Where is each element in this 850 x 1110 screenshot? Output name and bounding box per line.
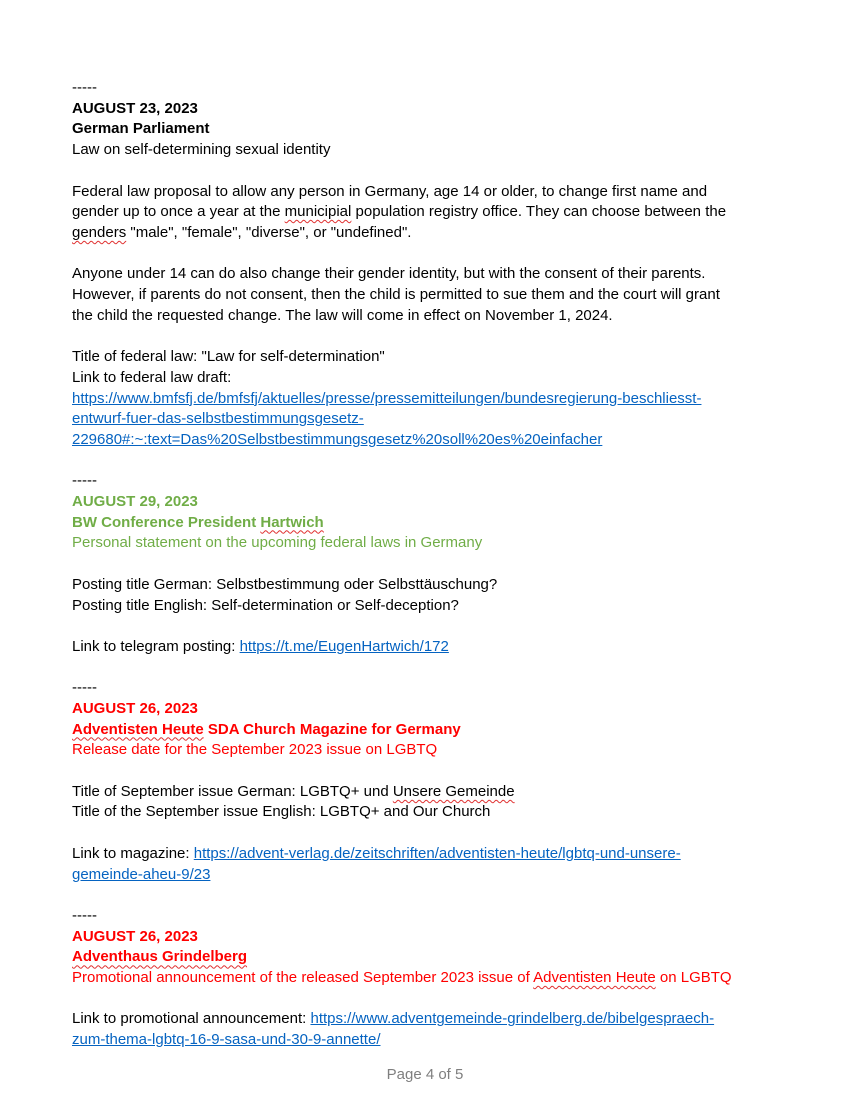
magazine-link-line (72, 844, 772, 865)
magazine-link-line (72, 865, 772, 886)
separator: ----- (72, 679, 97, 697)
spacer (72, 616, 772, 637)
spacer (72, 326, 772, 347)
entry-subtitle: Release date for the September 2023 issue on LGBTQ (72, 741, 438, 759)
link-label: Link to magazine: (72, 844, 194, 862)
paragraph-line: Anyone under 14 can do also change their gender identity, but with the consent of their parents. (72, 265, 706, 283)
misspelled-word[interactable]: municipial (284, 203, 352, 221)
entry-adventisten-heute (72, 678, 772, 885)
entry-source (72, 720, 772, 741)
posting-title-german: Posting title German: Selbstbestimmung oder Selbsttäuschung? (72, 575, 498, 593)
misspelled-word[interactable]: genders (72, 223, 127, 241)
entry-hartwich (72, 471, 772, 657)
entry-date: AUGUST 26, 2023 (72, 927, 198, 945)
text-run: Title of September issue German: LGBTQ+ und (72, 782, 393, 800)
spacer (72, 761, 772, 782)
law-draft-link[interactable] (72, 409, 772, 430)
entry-date: AUGUST 26, 2023 (72, 699, 198, 717)
paragraph-line (72, 223, 772, 244)
text-run: on LGBTQ (655, 969, 732, 987)
separator: ----- (72, 79, 97, 96)
promo-link[interactable]: https://www.adventgemeinde-grindelberg.de/bibelgespraech- (310, 1010, 715, 1028)
entry-adventhaus-grindelberg (72, 906, 772, 1051)
promo-link[interactable]: zum-thema-lgbtq-16-9-sasa-und-30-9-annette/ (72, 1031, 381, 1049)
spacer (72, 244, 772, 265)
entry-source (72, 947, 772, 968)
entry-date: AUGUST 29, 2023 (72, 493, 198, 510)
link-label: Link to telegram posting: (72, 637, 240, 655)
spacer (72, 989, 772, 1010)
spacer (72, 658, 772, 679)
misspelled-word[interactable]: Hartwich (260, 513, 324, 531)
paragraph-line (72, 202, 772, 223)
promo-link-line (72, 1030, 772, 1051)
spacer (72, 554, 772, 575)
paragraph-line: Federal law proposal to allow any person in Germany, age 14 or older, to change first name and (72, 182, 708, 200)
hyperlink[interactable]: entwurf-fuer-das-selbstbestimmungsgesetz- (72, 410, 364, 428)
law-title: Title of federal law: "Law for self-determination" (72, 348, 385, 366)
promo-link-line (72, 1009, 772, 1030)
page-number: Page 4 of 5 (386, 1066, 464, 1083)
magazine-link[interactable]: gemeinde-aheu-9/23 (72, 865, 211, 883)
text-run: gender up to once a year at the (72, 203, 285, 221)
entry-subtitle (72, 968, 772, 989)
misspelled-word[interactable]: Unsere Gemeinde (392, 782, 515, 800)
text-run: BW Conference President (72, 513, 261, 531)
posting-title-english: Posting title English: Self-determination or Self-deception? (72, 596, 459, 614)
text-run: SDA Church Magazine for Germany (203, 720, 461, 738)
law-draft-link[interactable] (72, 430, 772, 451)
separator: ----- (72, 472, 97, 490)
misspelled-word[interactable]: Adventisten Heute (533, 969, 656, 987)
issue-title-english: Title of the September issue English: LGBTQ+ and Our Church (72, 803, 491, 821)
misspelled-word[interactable]: Adventisten Heute (72, 720, 204, 738)
misspelled-word[interactable]: Adventhaus Grindelberg (72, 948, 248, 966)
hyperlink[interactable]: https://www.bmfsfj.de/bmfsfj/aktuelles/presse/pressemitteilungen/bundesregierung-beschliesst- (72, 389, 702, 407)
magazine-link[interactable]: https://advent-verlag.de/zeitschriften/adventisten-heute/lgbtq-und-unsere- (193, 844, 681, 862)
spacer (72, 885, 772, 906)
issue-title-german (72, 782, 772, 803)
entry-source (72, 513, 772, 534)
law-draft-link[interactable] (72, 389, 772, 410)
telegram-link-line (72, 637, 772, 658)
entry-subtitle: Personal statement on the upcoming federal laws in Germany (72, 534, 483, 552)
spacer (72, 451, 772, 472)
spacer (72, 161, 772, 182)
hyperlink[interactable]: 229680#:~:text=Das%20Selbstbestimmungsgesetz%20soll%20es%20einfacher (72, 430, 603, 448)
document-page (72, 78, 772, 1051)
entry-source: German Parliament (72, 120, 210, 138)
paragraph-line: However, if parents do not consent, then the child is permitted to sue them and the court will grant (72, 286, 720, 303)
link-label: Link to federal law draft: (72, 368, 232, 386)
link-label: Link to promotional announcement: (72, 1010, 311, 1028)
paragraph-line: the child the requested change. The law will come in effect on November 1, 2024. (72, 306, 613, 324)
text-run: population registry office. They can choose between the (351, 203, 727, 221)
text-run: Promotional announcement of the released September 2023 issue of (72, 969, 534, 987)
entry-date: AUGUST 23, 2023 (72, 99, 198, 117)
telegram-link[interactable]: https://t.me/EugenHartwich/172 (239, 637, 449, 655)
text-run: "male", "female", "diverse", or "undefined". (126, 223, 412, 241)
entry-subtitle: Law on self-determining sexual identity (72, 141, 331, 159)
separator: ----- (72, 906, 97, 924)
spacer (72, 823, 772, 844)
entry-german-parliament (72, 78, 772, 451)
